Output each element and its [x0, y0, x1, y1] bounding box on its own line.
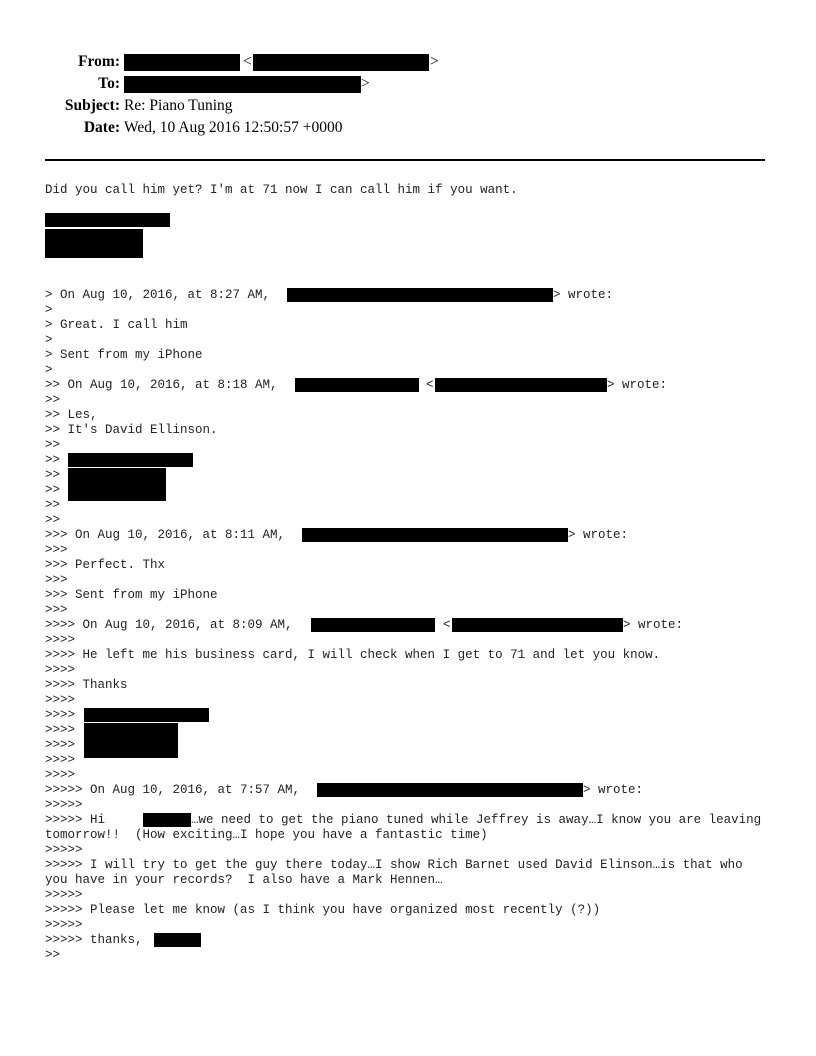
quote-line-continuation: …we need to get the piano tuned while Jeffrey is away…I know you are leaving [191, 813, 762, 827]
redacted-sender-name [295, 378, 419, 392]
quote-line: >>>>> Hi [45, 813, 106, 827]
header-divider [45, 159, 765, 161]
quote-line: >> [45, 483, 61, 497]
quote-line: >> [45, 498, 61, 512]
from-open-angle: < [243, 53, 252, 70]
quote-line: >>> Sent from my iPhone [45, 588, 218, 602]
quote-line: >> On Aug 10, 2016, at 8:18 AM, [45, 378, 278, 392]
subject-label: Subject: [64, 97, 120, 114]
quote-line: >>> [45, 543, 68, 557]
quote-line: >>>>> Please let me know (as I think you have organized most recently (?)) [45, 903, 601, 917]
quote-line: > [45, 363, 53, 377]
redacted-signature-line [45, 213, 170, 227]
redacted-sender [317, 783, 583, 797]
redacted-sender-email [435, 378, 607, 392]
redacted-signer-name [154, 933, 201, 947]
quote-line: >>>> [45, 693, 76, 707]
quote-line: you have in your records? I also have a Mark Hennen… [45, 873, 443, 887]
redacted-signature-block [45, 229, 143, 258]
quote-line: >>>>> [45, 798, 83, 812]
redacted-from-email [253, 54, 429, 71]
quote-line: >>>>> [45, 918, 83, 932]
redacted-sender [302, 528, 568, 542]
redacted-sender-name [311, 618, 435, 632]
date-label: Date: [83, 119, 120, 136]
subject-row [0, 97, 700, 117]
quote-line: >>>> [45, 663, 76, 677]
subject-value: Re: Piano Tuning [124, 97, 233, 114]
quote-line: >>>> [45, 708, 76, 722]
quote-line: >> [45, 453, 61, 467]
quote-open-angle: < [443, 618, 451, 632]
quote-line: >>> Perfect. Thx [45, 558, 166, 572]
quote-line: >>>>> [45, 888, 83, 902]
quote-line: >>>>> [45, 843, 83, 857]
quote-line: >> It's David Ellinson. [45, 423, 218, 437]
quote-line: >>>> [45, 753, 76, 767]
date-value: Wed, 10 Aug 2016 12:50:57 +0000 [124, 119, 343, 136]
quote-line: >>>> On Aug 10, 2016, at 8:09 AM, [45, 618, 293, 632]
quote-line: >>>>> I will try to get the guy there today…I show Rich Barnet used David Elinson…is that who [45, 858, 743, 872]
quote-line: >>> [45, 603, 68, 617]
quote-wrote: > wrote: [583, 783, 644, 797]
to-label: To: [98, 75, 120, 92]
quote-line: >> [45, 393, 61, 407]
quote-line: >>>> [45, 768, 76, 782]
quote-line: >>>>> thanks, [45, 933, 143, 947]
redacted-from-name [124, 54, 240, 71]
redacted-signature-line [68, 453, 193, 467]
quote-line: > Sent from my iPhone [45, 348, 203, 362]
quote-line: >>>> Thanks [45, 678, 128, 692]
redacted-signature-block [68, 468, 166, 501]
quote-line: >>> [45, 573, 68, 587]
quote-line: >> [45, 468, 61, 482]
from-close-angle: > [430, 53, 439, 70]
redacted-signature-line [84, 708, 209, 722]
quote-line: tomorrow!! (How exciting…I hope you have a fantastic time) [45, 828, 488, 842]
to-close-angle: > [361, 75, 370, 92]
redacted-to-email [124, 76, 361, 93]
quote-wrote: > wrote: [553, 288, 614, 302]
quote-open-angle: < [426, 378, 434, 392]
redacted-signature-block [84, 723, 178, 758]
quote-line: >>>>> On Aug 10, 2016, at 7:57 AM, [45, 783, 301, 797]
quote-line: >> [45, 513, 61, 527]
body-line: Did you call him yet? I'm at 71 now I can call him if you want. [45, 183, 518, 197]
quote-line: > Great. I call him [45, 318, 188, 332]
redacted-sender-email [452, 618, 623, 632]
quote-line: >>>> He left me his business card, I will check when I get to 71 and let you know. [45, 648, 661, 662]
quote-line: >>> On Aug 10, 2016, at 8:11 AM, [45, 528, 286, 542]
quote-line: >>>> [45, 723, 76, 737]
quote-line: >> [45, 948, 61, 962]
quote-wrote: > wrote: [607, 378, 668, 392]
redacted-recipient-name [143, 813, 191, 827]
quote-line: > [45, 333, 53, 347]
quote-line: > On Aug 10, 2016, at 8:27 AM, [45, 288, 271, 302]
quote-line: >>>> [45, 633, 76, 647]
quote-wrote: > wrote: [568, 528, 629, 542]
redacted-sender [287, 288, 553, 302]
date-row [0, 119, 700, 139]
quote-line: >>>> [45, 738, 76, 752]
quote-wrote: > wrote: [623, 618, 684, 632]
quote-line: > [45, 303, 53, 317]
quote-line: >> Les, [45, 408, 98, 422]
quote-line: >> [45, 438, 61, 452]
from-label: From: [78, 53, 120, 70]
